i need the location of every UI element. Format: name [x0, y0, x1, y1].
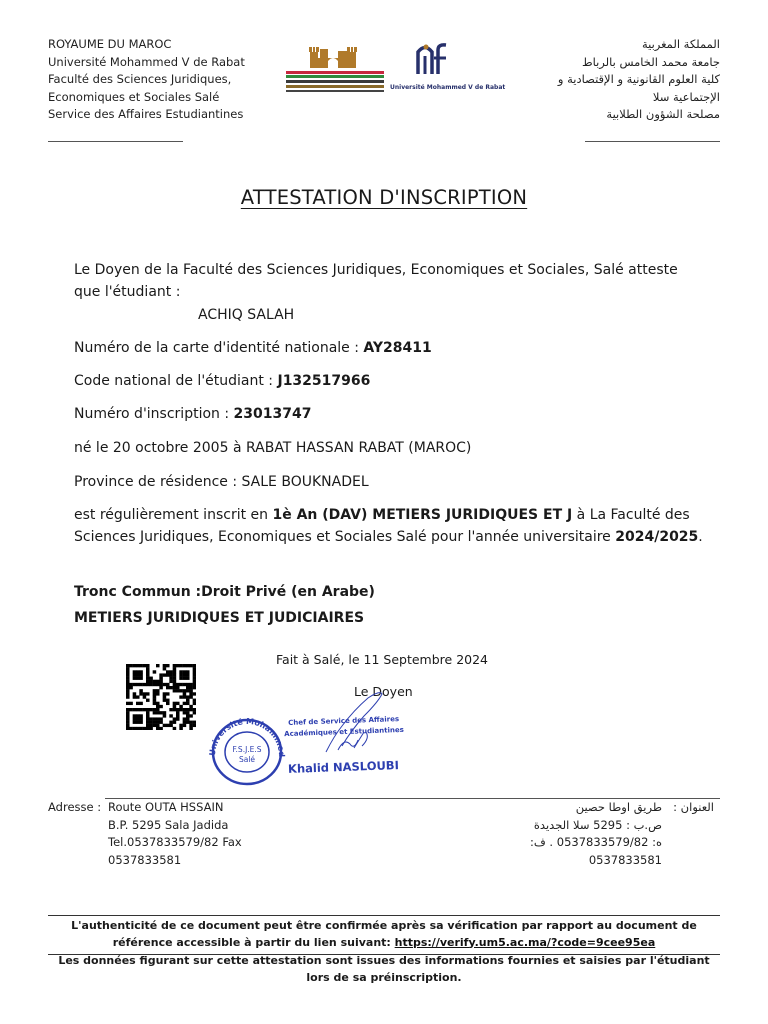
- address-line: 0537833581: [108, 852, 182, 867]
- handwritten-signature: [320, 688, 400, 760]
- seal-center-text: F.S.J.E.S: [232, 745, 262, 754]
- verification-box: [48, 915, 720, 955]
- header-right-rule: [585, 141, 720, 142]
- verification-text: L'authenticité de ce document peut être confirmée après sa vérification par rapport au document de référence accessible à partir du lien suivant:: [71, 919, 697, 949]
- header-right-line: مصلحة الشؤون الطلابية: [606, 107, 720, 121]
- signatory-role: Le Doyen: [354, 684, 413, 699]
- stamp-line: Chef de Service des Affaires: [287, 715, 400, 727]
- seal-center-text-2: Salé: [238, 755, 256, 764]
- data-source-note: Les données figurant sur cette attestation sont issues des informations fournies et saisies par l'étudiant lors de sa préinscription.: [58, 954, 710, 984]
- address-block: [108, 799, 242, 869]
- address-label-ar: العنوان :: [673, 800, 714, 814]
- cin-row: [74, 338, 704, 360]
- enrollment-period: .: [698, 528, 703, 545]
- verification-link[interactable]: https://verify.um5.ac.ma/?code=9cee95ea: [394, 935, 656, 949]
- intro-text: Le Doyen de la Faculté des Sciences Juridiques, Economiques et Sociales, Salé atteste que l'étudiant :: [74, 262, 678, 300]
- address-line-ar: 0537833581: [588, 852, 662, 867]
- enrollment-paragraph: [74, 505, 704, 548]
- inscription-row: [74, 404, 704, 426]
- enrollment-program: 1è An (DAV) METIERS JURIDIQUES ET J: [272, 507, 573, 523]
- header-left-line: Université Mohammed V de Rabat: [48, 54, 245, 69]
- university-logo: [390, 40, 506, 94]
- header-left-line: Faculté des Sciences Juridiques,: [48, 72, 232, 86]
- place-date: Fait à Salé, le 11 Septembre 2024: [276, 652, 489, 667]
- address-line-ar: ص.ب : 5295 سلا الجديدة: [533, 817, 662, 832]
- address-label: Adresse :: [48, 800, 102, 814]
- student-name: ACHIQ SALAH: [198, 307, 295, 323]
- header-right-line: جامعة محمد الخامس بالرباط: [581, 54, 720, 69]
- header-right-line: المملكة المغربية: [641, 37, 720, 51]
- address-line: Route OUTA HSSAIN: [108, 800, 224, 814]
- student-code-value: J132517966: [277, 373, 371, 389]
- cin-value: AY28411: [363, 340, 432, 356]
- province-info: Province de résidence : SALE BOUKNADEL: [74, 474, 369, 490]
- qr-code[interactable]: [126, 664, 196, 730]
- university-logo-text: Université Mohammed V de Rabat: [390, 84, 506, 91]
- stamp-line: Académiques et Estudiantines: [284, 725, 404, 739]
- enrollment-pre: est régulièrement inscrit en: [74, 507, 273, 523]
- document-title: ATTESTATION D'INSCRIPTION: [240, 186, 528, 209]
- address-line-ar: ه: 0537833579/82 . ف:: [529, 835, 662, 849]
- address-line: B.P. 5295 Sala Jadida: [108, 817, 229, 832]
- inscription-value: 23013747: [233, 406, 312, 422]
- header-left: [48, 36, 278, 124]
- student-code-label: Code national de l'étudiant :: [74, 373, 278, 389]
- address-line-ar: طريق اوطا حصين: [575, 800, 662, 814]
- filiere: METIERS JURIDIQUES ET JUDICIAIRES: [74, 610, 365, 626]
- header-left-line: Economiques et Sociales Salé: [48, 89, 220, 104]
- enrollment-mid: à La Faculté des Sciences Juridiques, Economiques et Sociales Salé pour l'année universitaire: [74, 507, 690, 545]
- university-seal: [206, 712, 292, 788]
- header-right-line: كلية العلوم القانونية و الإقتصادية و: [557, 72, 720, 86]
- header-right-line: الإجتماعية سلا: [652, 89, 720, 104]
- faculty-logo: [282, 38, 388, 94]
- birth-info: né le 20 octobre 2005 à RABAT HASSAN RABAT (MAROC): [74, 440, 472, 456]
- signatory-name: Khalid NASLOUBI: [287, 758, 400, 776]
- seal-ring-text: Université Mohammed: [207, 716, 287, 758]
- address-line: Tel.0537833579/82 Fax: [108, 835, 242, 849]
- address-block-ar: [412, 799, 662, 869]
- academic-year: 2024/2025: [615, 528, 699, 545]
- cin-label: Numéro de la carte d'identité nationale :: [74, 340, 364, 356]
- inscription-label: Numéro d'inscription :: [74, 406, 234, 422]
- header-left-line: ROYAUME DU MAROC: [48, 37, 172, 51]
- header-left-line: Service des Affaires Estudiantines: [48, 107, 244, 121]
- header-left-rule: [48, 141, 183, 142]
- student-code-row: [74, 371, 704, 393]
- tronc-commun: Tronc Commun :Droit Privé (en Arabe): [74, 584, 375, 600]
- header-right: [490, 36, 720, 124]
